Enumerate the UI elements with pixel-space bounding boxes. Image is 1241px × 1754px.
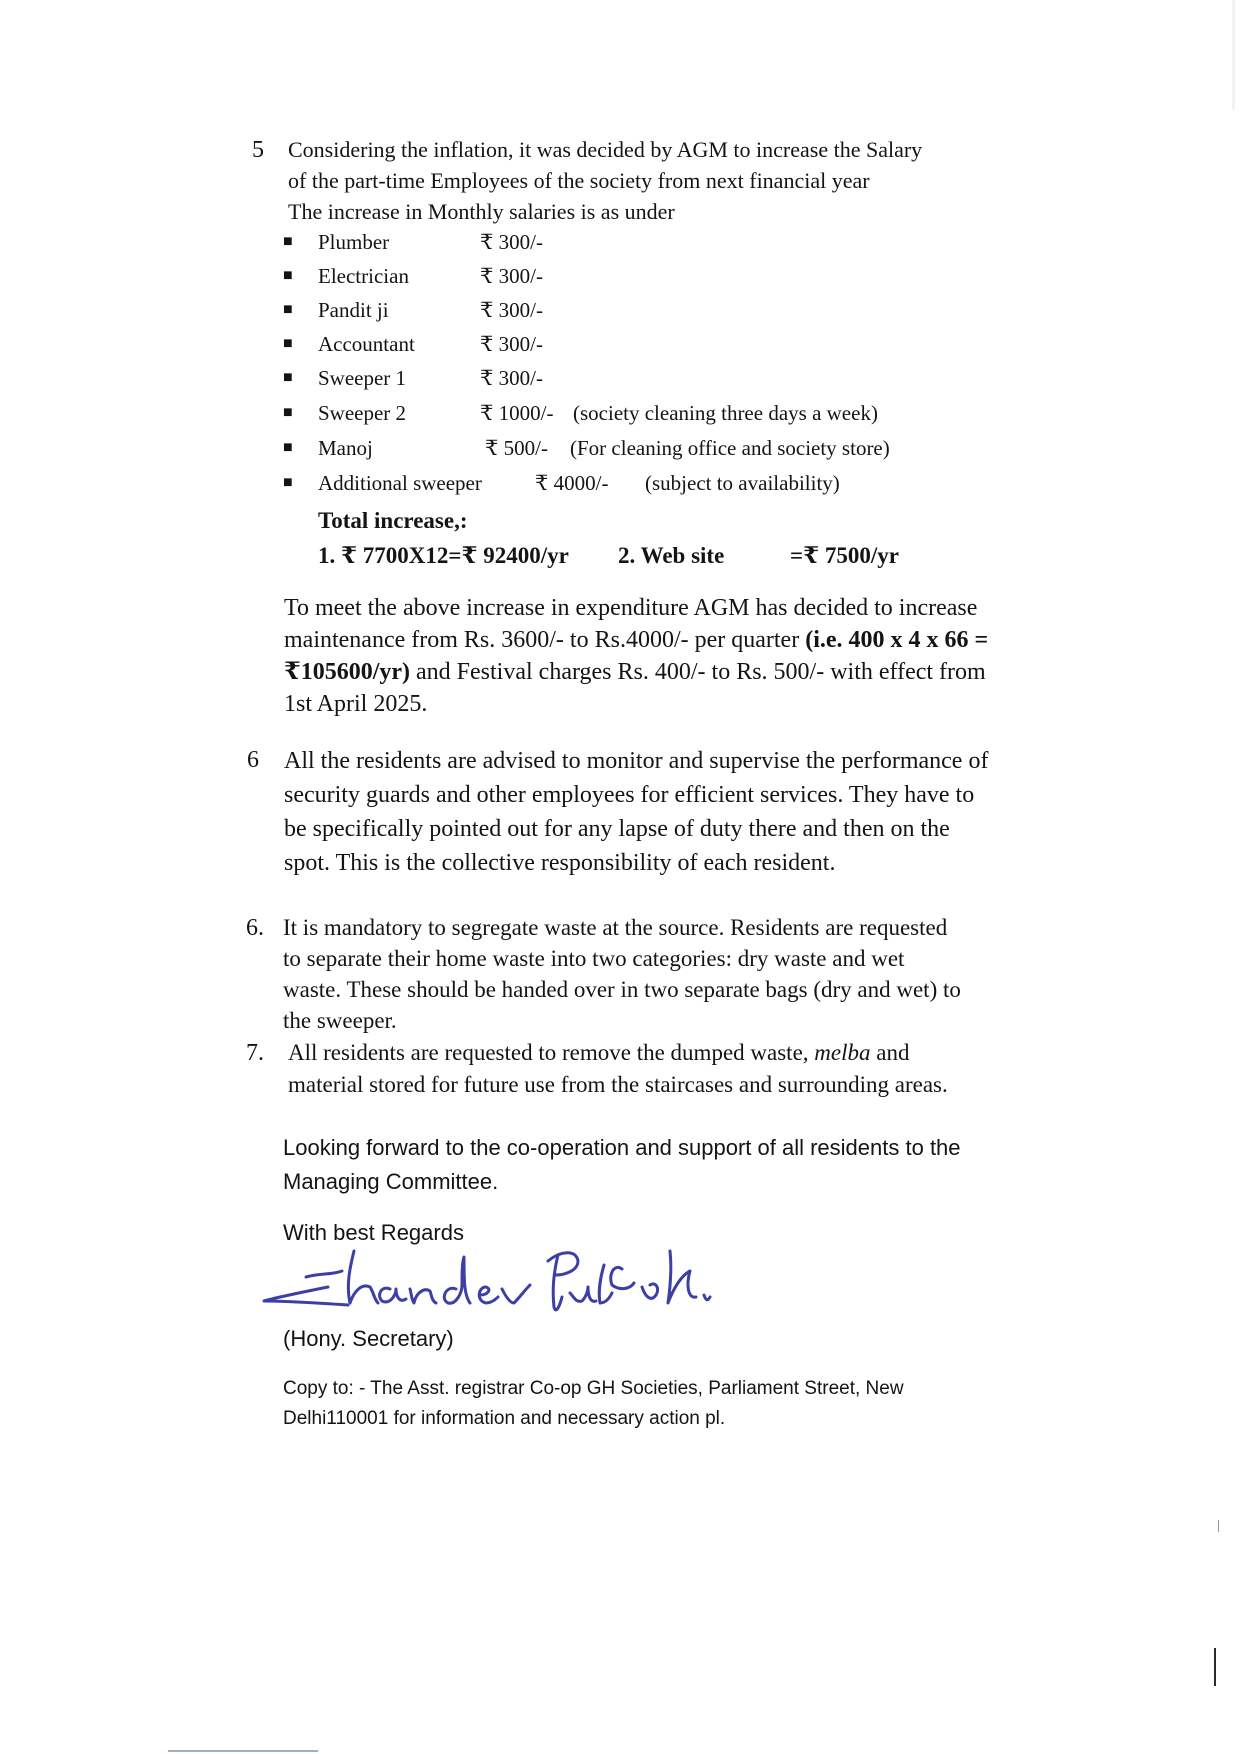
salary-amount: ₹ 4000/-	[535, 471, 609, 495]
closing-note	[283, 1131, 961, 1199]
bullet-icon: ■	[283, 439, 293, 456]
bullet-icon: ■	[283, 233, 293, 250]
item-6-line: All the residents are advised to monitor and supervise the performance of	[284, 748, 989, 774]
salary-role: Sweeper 2	[318, 401, 407, 425]
item-7-line-1-end: and	[870, 1040, 910, 1065]
bullet-icon: ■	[283, 474, 293, 491]
salary-role: Additional sweeper	[318, 471, 482, 495]
regards: With best Regards	[283, 1220, 464, 1245]
salary-amount: ₹ 300/-	[480, 366, 543, 390]
festival-charges-text: and Festival charges Rs. 400/- to Rs. 500/- with effect from	[410, 659, 986, 685]
salary-note: (subject to availability)	[645, 471, 840, 495]
bullet-icon: ■	[283, 369, 293, 386]
scan-edge-mark	[1232, 0, 1235, 110]
bullet-icon: ■	[283, 301, 293, 318]
closing-line-2: Managing Committee.	[283, 1169, 499, 1194]
salary-amount: ₹ 300/-	[480, 264, 543, 288]
maintenance-line-3	[284, 656, 1064, 688]
maintenance-calculation: (i.e. 400 x 4 x 66 =	[805, 627, 989, 653]
salary-role: Accountant	[318, 332, 415, 356]
item-7-italic-term: melba	[814, 1040, 871, 1065]
maintenance-line-2	[284, 624, 1064, 656]
item-6-number: 6	[247, 747, 259, 773]
copy-to-line-1: Copy to: - The Asst. registrar Co-op GH Societies, Parliament Street, New	[283, 1378, 904, 1399]
item-5-intro-line-1: Considering the inflation, it was decided by AGM to increase the Salary	[288, 137, 923, 162]
salary-amount: ₹ 300/-	[480, 230, 543, 254]
item-6b-line: It is mandatory to segregate waste at the source. Residents are requested	[283, 915, 948, 940]
item-7-line-2: material stored for future use from the staircases and surrounding areas.	[288, 1072, 948, 1097]
maintenance-total: ₹105600/yr)	[284, 659, 411, 685]
item-6b-number: 6.	[246, 915, 264, 941]
scan-edge-mark	[1218, 1520, 1219, 1532]
bullet-icon: ■	[283, 267, 293, 284]
salary-role: Manoj	[318, 436, 373, 460]
copy-to-line-2: Delhi110001 for information and necessary action pl.	[283, 1408, 726, 1429]
salary-amount: ₹ 300/-	[480, 332, 543, 356]
salary-note: (society cleaning three days a week)	[573, 401, 878, 425]
bullet-icon: ■	[283, 335, 293, 352]
copy-to	[283, 1374, 904, 1434]
item-5-intro-line-2: of the part-time Employees of the society from next financial year	[288, 168, 870, 193]
item-6-line: security guards and other employees for efficient services. They have to	[284, 782, 975, 808]
maintenance-line-1: To meet the above increase in expenditure AGM has decided to increase	[284, 595, 978, 621]
total-line-2: 2. Web site	[618, 543, 725, 568]
item-6b-line: waste. These should be handed over in two separate bags (dry and wet) to	[283, 977, 961, 1002]
maintenance-line-4: 1st April 2025.	[284, 691, 428, 717]
salary-role: Electrician	[318, 264, 409, 288]
item-6b-line: the sweeper.	[283, 1008, 397, 1033]
item-7-dumped-waste	[288, 1037, 948, 1101]
item-7-line-1	[288, 1037, 948, 1069]
salary-role: Plumber	[318, 230, 390, 254]
item-7-number: 7.	[246, 1040, 264, 1066]
item-7-line-1-text: All residents are requested to remove the dumped waste,	[288, 1040, 815, 1065]
salary-amount: ₹ 500/-	[485, 436, 548, 460]
scan-edge-mark	[1214, 1648, 1216, 1686]
item-6b-waste-segregation	[283, 912, 961, 1036]
maintenance-paragraph	[284, 592, 1064, 720]
item-6-line: spot. This is the collective responsibility of each resident.	[284, 850, 836, 876]
total-label: Total increase,:	[318, 508, 468, 533]
salary-note: (For cleaning office and society store)	[570, 436, 890, 460]
total-line-2-value: =₹ 7500/yr	[790, 543, 899, 568]
signature	[258, 1205, 738, 1325]
item-6b-line: to separate their home waste into two categories: dry waste and wet	[283, 946, 905, 971]
salary-amount: ₹ 1000/-	[480, 401, 554, 425]
maintenance-line-2-text: maintenance from Rs. 3600/- to Rs.4000/- per quarter	[284, 627, 806, 653]
item-5-intro	[288, 134, 922, 227]
salary-role: Pandit ji	[318, 298, 389, 322]
designation: (Hony. Secretary)	[283, 1326, 454, 1351]
item-6-line: be specifically pointed out for any lapse of duty there and then on the	[284, 816, 950, 842]
item-5-number: 5	[252, 137, 264, 163]
bullet-icon: ■	[283, 404, 293, 421]
total-line-1: 1. ₹ 7700X12=₹ 92400/yr	[318, 543, 569, 568]
signature-drawing	[258, 1205, 738, 1325]
salary-role: Sweeper 1	[318, 366, 407, 390]
scan-edge-mark	[168, 1750, 318, 1752]
salary-amount: ₹ 300/-	[480, 298, 543, 322]
item-6-supervision	[284, 744, 988, 880]
closing-line-1: Looking forward to the co-operation and support of all residents to the	[283, 1135, 961, 1160]
item-5-intro-line-3: The increase in Monthly salaries is as under	[288, 199, 675, 224]
